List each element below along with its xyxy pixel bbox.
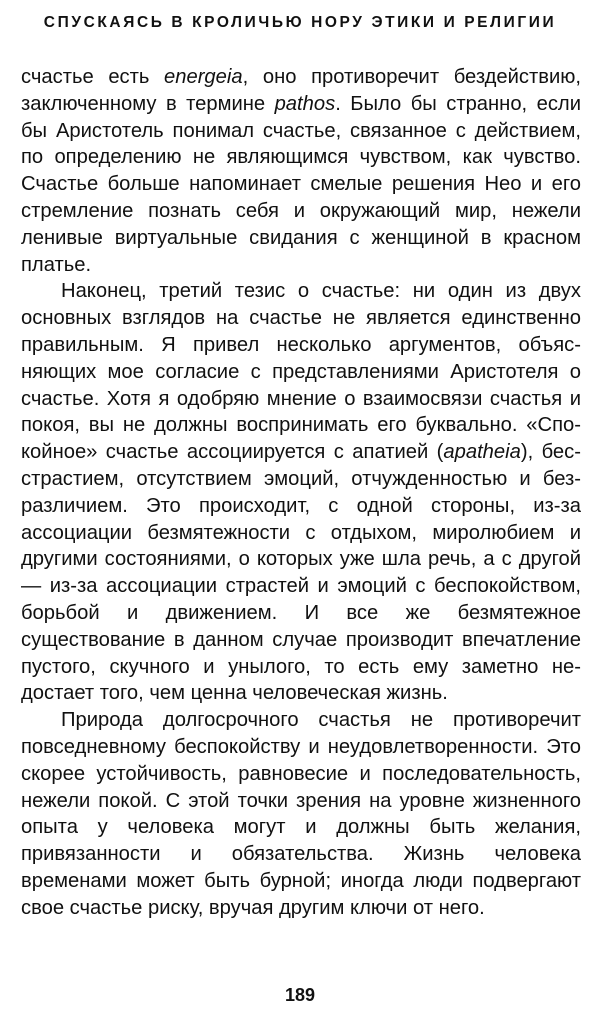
greek-term-pathos: pathos — [274, 92, 336, 115]
greek-term-apatheia: apatheia — [443, 441, 521, 464]
greek-term-energeia: energeia — [164, 66, 243, 88]
text-run: Наконец, третий тезис о счастье: ни один из двух основных взглядов на счастье не является единственно правильным. Я привел несколько аргументов, объясняющих мое согласие с представлениями Аристотеля о счастье. Хотя я одобряю мнение о взаимосвязи счастья и покоя, вы не должны воспринимать его буквально. «Спокойное» счастье ассоциируется с апатией ( — [21, 280, 581, 464]
text-run: , оно противоречит бездействию, заключенному в термине — [21, 66, 582, 115]
running-head: СПУСКАЯСЬ В КРОЛИЧЬЮ НОРУ ЭТИКИ И РЕЛИГИИ — [43, 14, 557, 31]
text-run: счастье есть — [21, 66, 165, 88]
body-text — [21, 64, 581, 922]
page-number: 189 — [284, 985, 316, 1005]
paragraph-2 — [21, 278, 581, 707]
text-run: . Было бы странно, если бы Аристотель понимал счастье, связанное с действием, по определению не являющимся чувством, как чувство. Счастье больше напоминает смелые решения Нео и его стремление познать себя и окружающий мир, нежели ленивые виртуальные свидания с женщиной в красном платье. — [21, 92, 581, 276]
text-run: ), бесстрастием, отсутствием эмоций, отчужденностью и безразличием. Это происходит, с одной стороны, из-за ассоциации безмятежности с отдыхом, миролюбием и другими состояниями, о которых уже шла речь, а с другой — из-за ассоциации страстей и эмоций с беспокойством, борьбой и движением. И все же безмятежное существование в данном случае производит впечатление пустого, скучного и унылого, то есть ему заметно недостает того, чем ценна человеческая жизнь. — [21, 441, 581, 705]
text-run: Природа долгосрочного счастья не противоречит повседневному беспокойству и неудовлетворенности. Это скорее устойчивость, равновесие и последовательность, нежели покой. С этой точки зрения на уровне жизненного опыта у человека могут и должны быть желания, привязанности и обязательства. Жизнь человека временами может быть бурной; иногда люди подвергают свое счастье риску, вручая другим ключи от него. — [21, 709, 581, 919]
paragraph-1 — [21, 64, 581, 278]
paragraph-3 — [21, 707, 581, 921]
